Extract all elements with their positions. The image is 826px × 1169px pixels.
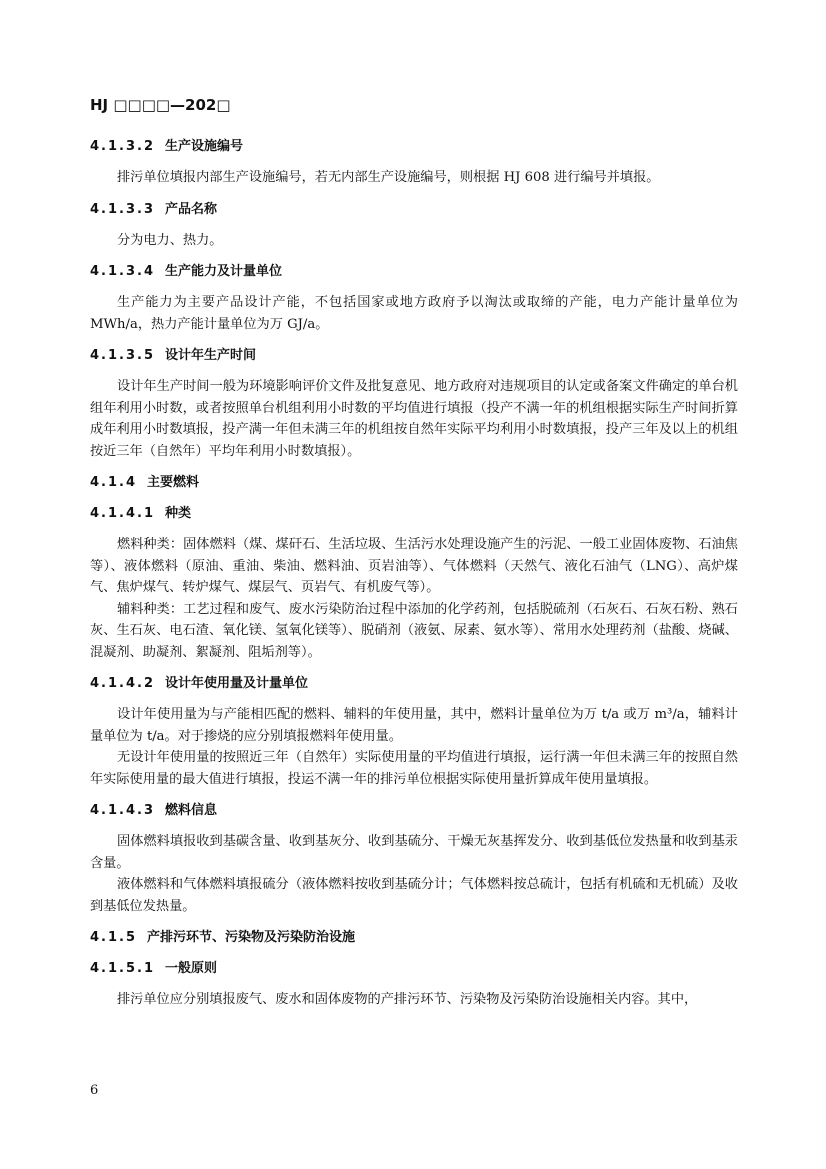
section-number: 4.1.3.3 — [90, 201, 155, 217]
section-heading — [90, 261, 738, 283]
section-heading — [90, 345, 738, 367]
section-number: 4.1.4.1 — [90, 506, 155, 521]
section-title: 生产能力及计量单位 — [165, 264, 283, 279]
section-heading — [90, 136, 738, 158]
body-paragraph: 固体燃料填报收到基碳含量、收到基灰分、收到基硫分、干燥无灰基挥发分、收到基低位发热量和收到基汞含量。 — [90, 834, 738, 871]
body-paragraph: 生产能力为主要产品设计产能，不包括国家或地方政府予以淘汰或取缔的产能，电力产能计量单位为 MWh/a，热力产能计量单位为万 GJ/a。 — [90, 295, 738, 332]
section-number: 4.1.4.2 — [90, 676, 155, 691]
body-paragraph: 液体燃料和气体燃料填报硫分（液体燃料按收到基硫分计；气体燃料按总硫计，包括有机硫和无机硫）及收到基低位发热量。 — [90, 877, 738, 914]
section-number: 4.1.3.5 — [90, 348, 155, 363]
section-title: 种类 — [165, 506, 192, 521]
section-number: 4.1.3.4 — [90, 264, 155, 279]
body-paragraph: 设计年使用量为与产能相匹配的燃料、辅料的年使用量，其中，燃料计量单位为万 t/a 或万 m³/a，辅料计量单位为 t/a。对于掺烧的应分别填报燃料年使用量。 — [90, 707, 738, 744]
section-title: 主要燃料 — [147, 475, 200, 490]
document-code-header: HJ □□□□—202□ — [90, 96, 231, 114]
section-number: 4.1.4.3 — [90, 803, 155, 818]
section-heading — [90, 958, 738, 980]
section-title: 设计年使用量及计量单位 — [165, 676, 309, 691]
body-paragraph: 排污单位填报内部生产设施编号，若无内部生产设施编号，则根据 HJ 608 进行编号并填报。 — [117, 170, 660, 185]
section-heading — [90, 199, 738, 221]
section-title: 产品名称 — [165, 201, 218, 217]
document-body — [90, 136, 738, 1021]
section-title: 产排污环节、污染物及污染防治设施 — [147, 930, 356, 945]
section-heading — [90, 673, 738, 695]
body-paragraph: 设计年生产时间一般为环境影响评价文件及批复意见、地方政府对违规项目的认定或备案文件确定的单台机组年利用小时数，或者按照单台机组利用小时数的平均值进行填报（投产不满一年的机组根据实际生产时间折算成年利用小时数填报，投产满一年但未满三年的机组按自然年实际平均利用小时数填报，投产三年及以上的机组按近三年（自然年）平均年利用小时数填报）。 — [90, 379, 738, 459]
body-paragraph: 排污单位应分别填报废气、废水和固体废物的产排污环节、污染物及污染防治设施相关内容。其中， — [117, 992, 698, 1007]
body-paragraph: 分为电力、热力。 — [117, 232, 223, 248]
body-paragraph: 辅料种类：工艺过程和废气、废水污染防治过程中添加的化学药剂，包括脱硫剂（石灰石、石灰石粉、熟石灰、生石灰、电石渣、氧化镁、氢氧化镁等）、脱硝剂（液氨、尿素、氨水等）、常用水处理药剂（盐酸、烧碱、混凝剂、助凝剂、絮凝剂、阻垢剂等）。 — [90, 601, 738, 660]
body-paragraph: 无设计年使用量的按照近三年（自然年）实际使用量的平均值进行填报，运行满一年但未满三年的按照自然年实际使用量的最大值进行填报，投运不满一年的排污单位根据实际使用量折算成年使用量填报。 — [90, 750, 738, 787]
section-heading — [90, 800, 738, 822]
section-title: 一般原则 — [165, 961, 218, 976]
body-paragraph: 燃料种类：固体燃料（煤、煤矸石、生活垃圾、生活污水处理设施产生的污泥、一般工业固体废物、石油焦等）、液体燃料（原油、重油、柴油、燃料油、页岩油等）、气体燃料（天然气、液化石油气（LNG）、高炉煤气、焦炉煤气、转炉煤气、煤层气、页岩气、有机废气等）。 — [90, 537, 738, 595]
section-number: 4.1.5 — [90, 930, 138, 945]
section-number: 4.1.3.2 — [90, 139, 155, 154]
section-title: 燃料信息 — [165, 803, 218, 818]
section-heading — [90, 472, 738, 494]
section-title: 生产设施编号 — [165, 139, 244, 154]
section-number: 4.1.5.1 — [90, 961, 155, 976]
page-number: 6 — [90, 1083, 99, 1098]
section-heading — [90, 927, 738, 949]
section-heading — [90, 503, 738, 525]
section-title: 设计年生产时间 — [165, 348, 257, 363]
section-number: 4.1.4 — [90, 475, 138, 490]
